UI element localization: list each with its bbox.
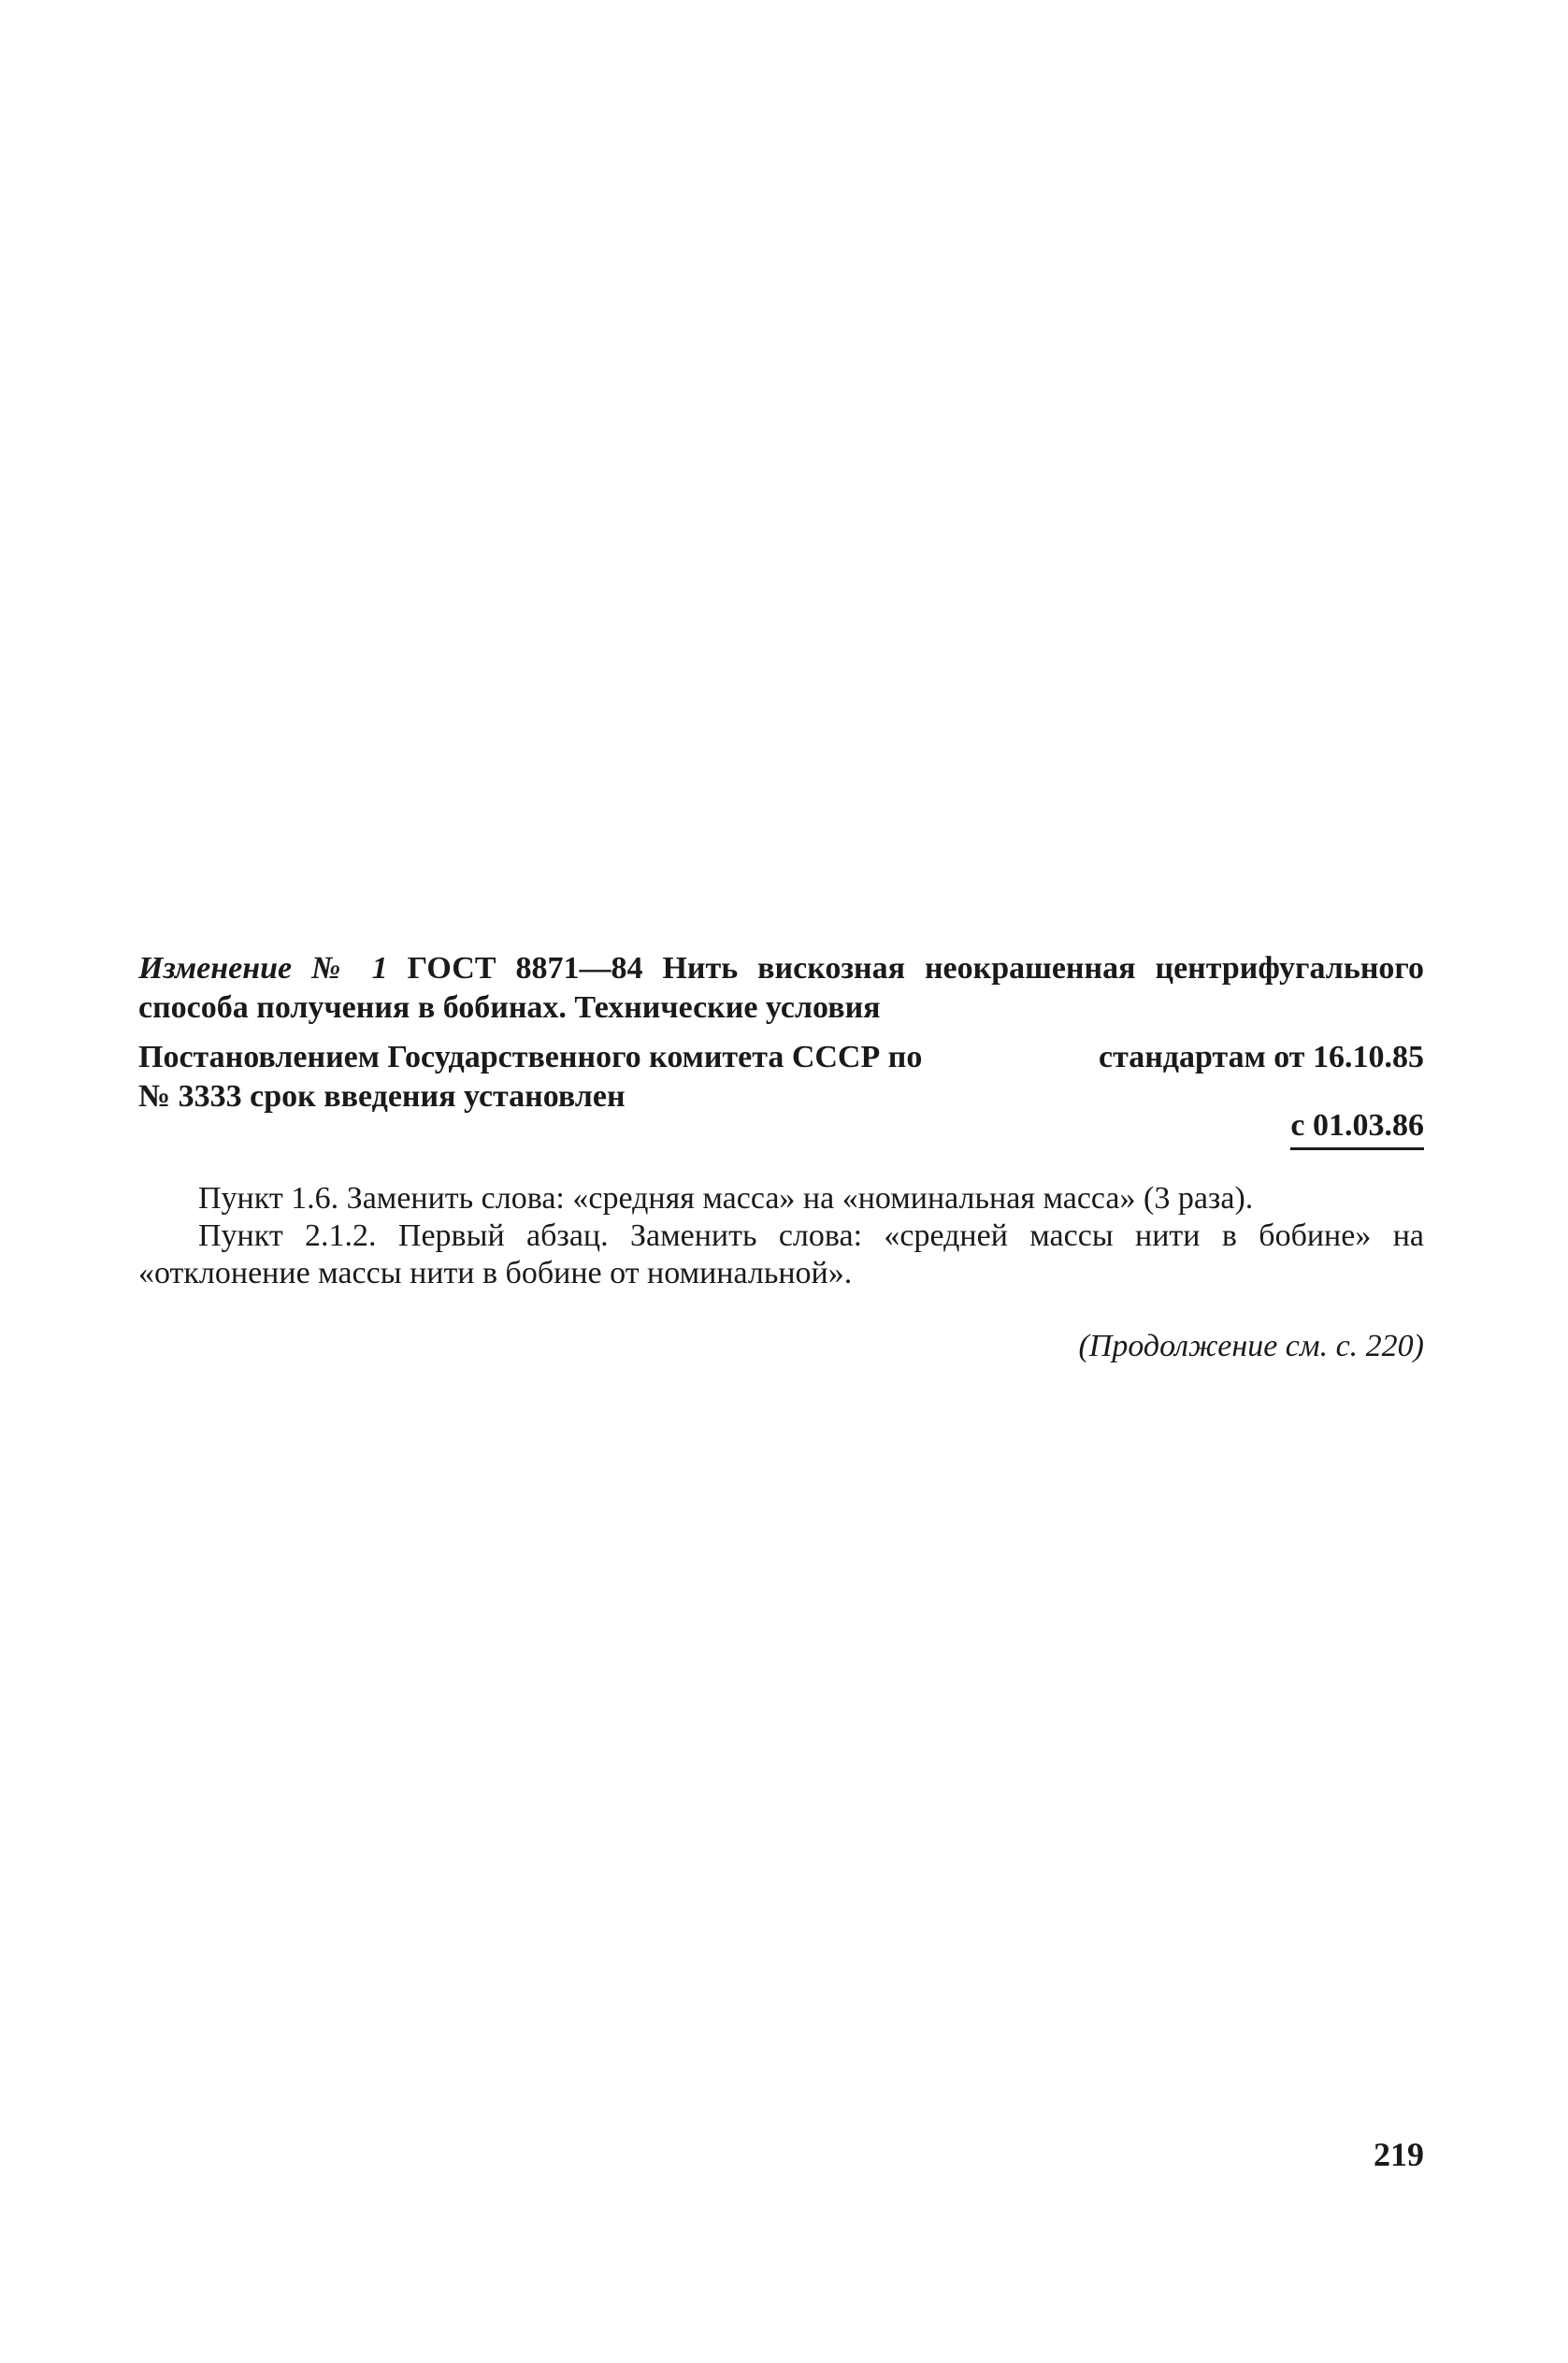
amendment-heading	[138, 949, 1424, 1028]
amendment-body	[138, 1180, 1424, 1292]
decree-line-2: № 3333 срок введения установлен	[138, 1079, 626, 1114]
effective-date: с 01.03.86	[1290, 1106, 1424, 1150]
decree-line-1-right: стандартам от 16.10.85	[1099, 1040, 1424, 1074]
standard-title: ГОСТ 8871—84 Нить вискозная неокрашенная центрифугального способа получения в бобинах. Технические условия	[138, 951, 1425, 1025]
continuation-note: (Продолжение см. с. 220)	[1078, 1329, 1424, 1363]
page-number: 219	[1374, 2136, 1424, 2173]
decree-line-1-left: Постановлением Государственного комитета СССР по	[138, 1040, 923, 1074]
decree-line-1	[138, 1038, 1424, 1077]
decree-statement	[138, 1038, 1424, 1117]
amendment-number: Изменение № 1	[138, 951, 388, 986]
amendment-paragraph-1: Пункт 1.6. Заменить слова: «средняя масса» на «номинальная масса» (3 раза).	[198, 1181, 1254, 1216]
amendment-paragraph-2: Пункт 2.1.2. Первый абзац. Заменить слова: «средней массы нити в бобине» на «отклонение массы нити в бобине от номинальной».	[138, 1218, 1424, 1290]
